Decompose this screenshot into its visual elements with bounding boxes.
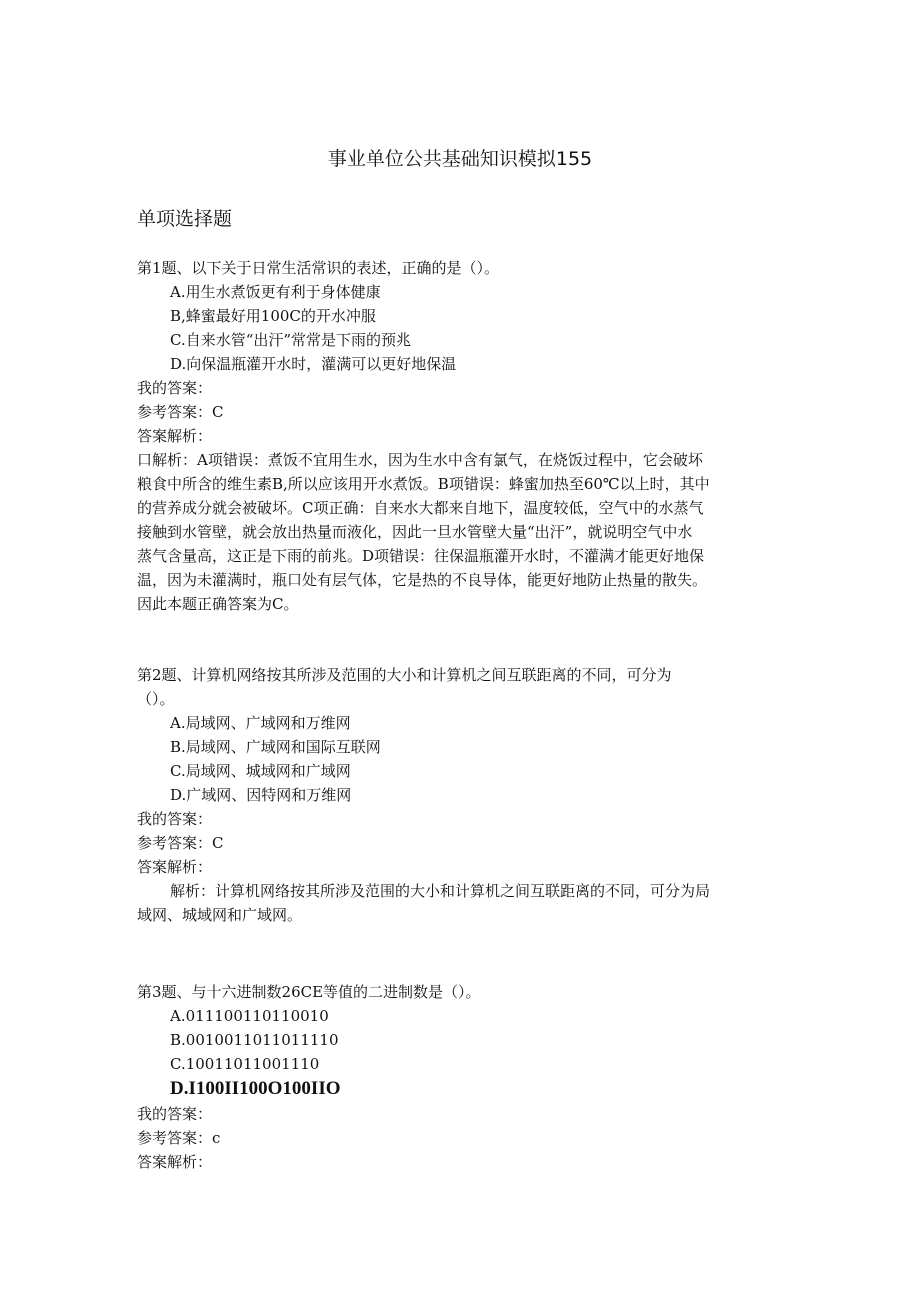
option-list bbox=[137, 711, 797, 807]
analysis-line: 因此本题正确答案为C。 bbox=[137, 595, 299, 613]
option-c: C.10011011001110 bbox=[170, 1055, 320, 1073]
question-text: 第2题、计算机网络按其所涉及范围的大小和计算机之间互联距离的不同，可分为 bbox=[137, 666, 672, 684]
option-d: D.I100II100O100IIO bbox=[170, 1078, 341, 1099]
question-text: 第1题、以下关于日常生活常识的表述，正确的是（）。 bbox=[137, 259, 500, 277]
section-title: 单项选择题 bbox=[137, 208, 233, 230]
option-a: A.局域网、广域网和万维网 bbox=[170, 714, 351, 732]
option-a: A.用生水煮饭更有利于身体健康 bbox=[170, 283, 381, 301]
option-b: B,蜂蜜最好用100C的开水冲服 bbox=[170, 307, 376, 325]
analysis-label: 答案解析： bbox=[137, 1153, 213, 1171]
analysis-label: 答案解析： bbox=[137, 858, 213, 876]
question-3 bbox=[137, 980, 797, 1174]
reference-answer bbox=[137, 831, 797, 855]
analysis-line: 接触到水管壁，就会放出热量而液化，因此一旦水管壁大量“出汗”，就说明空气中水 bbox=[137, 523, 693, 541]
reference-answer-label: 参考答案： bbox=[137, 834, 213, 852]
analysis-label: 答案解析： bbox=[137, 427, 213, 445]
option-d: D.广域网、因特网和万维网 bbox=[170, 786, 352, 804]
analysis-line: 粮食中所含的维生素B,所以应该用开水煮饭。B项错误：蜂蜜加热至60℃以上时，其中 bbox=[137, 475, 710, 493]
option-d: D.向保温瓶灌开水时，灌满可以更好地保温 bbox=[170, 355, 457, 373]
option-b: B.0010011011011110 bbox=[170, 1031, 339, 1049]
question-text: 第3题、与十六进制数26CE等值的二进制数是（）。 bbox=[137, 983, 481, 1001]
option-list bbox=[137, 280, 797, 376]
question-2 bbox=[137, 663, 797, 927]
option-c: C.局域网、城域网和广域网 bbox=[170, 762, 351, 780]
analysis-line: 温，因为未灌满时，瓶口处有层气体，它是热的不良导体，能更好地防止热量的散失。 bbox=[137, 571, 708, 589]
analysis-line: 口解析：A项错误：煮饭不宜用生水，因为生水中含有氯气，在烧饭过程中，它会破坏 bbox=[137, 451, 703, 469]
analysis-line: 域网、城域网和广域网。 bbox=[137, 906, 303, 924]
reference-answer-label: 参考答案： bbox=[137, 403, 213, 421]
my-answer-label: 我的答案： bbox=[137, 810, 213, 828]
question-text-continued: （）。 bbox=[137, 690, 175, 708]
option-b: B.局域网、广域网和国际互联网 bbox=[170, 738, 381, 756]
analysis-line: 的营养成分就会被破坏。C项正确：自来水大都来自地下，温度较低，空气中的水蒸气 bbox=[137, 499, 704, 517]
document-title: 事业单位公共基础知识模拟155 bbox=[327, 148, 593, 170]
my-answer-label: 我的答案： bbox=[137, 1105, 213, 1123]
analysis-line: 蒸气含量高，这正是下雨的前兆。D项错误：往保温瓶灌开水时，不灌满才能更好地保 bbox=[137, 547, 705, 565]
analysis-line: 解析：计算机网络按其所涉及范围的大小和计算机之间互联距离的不同，可分为局 bbox=[170, 882, 711, 900]
option-list bbox=[137, 1004, 797, 1102]
reference-answer-label: 参考答案： bbox=[137, 1129, 213, 1147]
reference-answer bbox=[137, 1126, 797, 1150]
reference-answer-value: C bbox=[212, 834, 224, 852]
option-c: C.自来水管“出汗”常常是下雨的预兆 bbox=[170, 331, 412, 349]
reference-answer-value: C bbox=[212, 403, 224, 421]
my-answer-label: 我的答案： bbox=[137, 379, 213, 397]
reference-answer bbox=[137, 400, 797, 424]
option-a: A.011100110110010 bbox=[170, 1007, 329, 1025]
question-1 bbox=[137, 256, 797, 616]
reference-answer-value: c bbox=[212, 1129, 221, 1147]
